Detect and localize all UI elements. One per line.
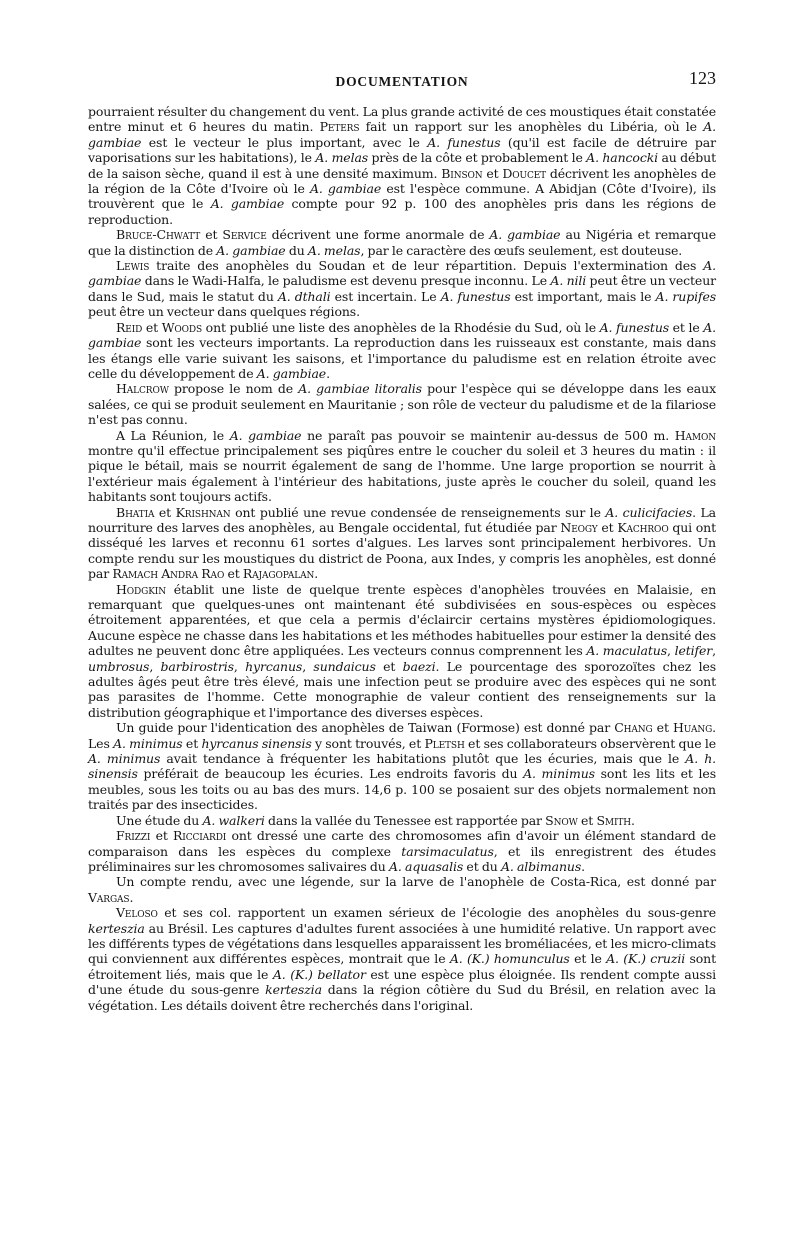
paragraph: Hodgkin établit une liste de quelque trente espèces d'anophèles trouvées en Malaisie, en remarquant que quelques-unes ont maintenant été subdivisées en sous-espèces ou espèces étroitement apparentées, et que cela a permis d'éclaircir certains mystères épidiomologiques. Aucune espèce ne chasse dans les habitations et les méthodes habituelles pour estimer la densité des adultes ne peuvent donc être appliquées. Les vecteurs connus comprennent les A. maculatus, letifer, umbrosus, barbirostris, hyrcanus, sundaicus et baezi. Le pourcentage des sporozoïtes chez les adultes âgés peut être très élevé, mais une infection peut se produire avec des espèces qui ne sont pas parasites de l'homme. Cette monographie de valeur contient des renseignements sur la distribution géographique et l'importance des diverses espèces.	[88, 581, 717, 720]
paragraph: Veloso et ses col. rapportent un examen sérieux de l'écologie des anophèles du sous-genre kerteszia au Brésil. Les captures d'adultes furent associées à une humidité relative. Un rapport avec les différents types de végétations dans lesquelles apparaissent les broméliacées, et les micro-climats qui conviennent aux différentes espèces, montrait que le A. (K.) homunculus et le A. (K.) cruzii sont étroitement liés, mais que le A. (K.) bellator est une espèce plus éloignée. Ils rendent compte aussi d'une étude du sous-genre kerteszia dans la région côtière du Sud du Brésil, en relation avec la végétation. Les détails doivent être recherchés dans l'original.	[88, 905, 717, 1013]
species-name: A. gambiae	[88, 258, 716, 289]
author-name: Kachroo	[617, 519, 669, 535]
paragraph: Un guide pour l'identication des anophèles de Taiwan (Formose) est donné par Chang et Huang. Les A. minimus et hyrcanus sinensis y sont trouvés, et Pletsh et ses collaborateurs observèrent que le A. minimus avait tendance à fréquenter les habitations plutôt que les écuries, mais que le A. h. sinensis préférait de beaucoup les écuries. Les endroits favoris du A. minimus sont les lits et les meubles, sous les toits ou au bas des murs. 14,6 p. 100 se posaient sur des objets normalement non traités par des insecticides.	[88, 720, 717, 813]
species-name: tarsimaculatus	[401, 843, 494, 859]
author-name: Ricciardi	[172, 828, 227, 844]
author-name: Reid	[116, 319, 143, 335]
species-name: A. hancocki	[586, 150, 659, 166]
author-name: Rajagopalan	[242, 566, 315, 582]
species-name: sundaicus	[313, 658, 376, 674]
species-name: hyrcanus	[245, 658, 303, 674]
paragraph: A La Réunion, le A. gambiae ne paraît pas pouvoir se maintenir au-dessus de 500 m. Hamon montre qu'il effectue principalement ses piqûres entre le coucher du soleil et 3 heures du matin : il pique le bétail, mais se nourrit également de sang de l'homme. Une large proportion se nourrit à l'extérieur mais également à l'intérieur des habitations, juste après le coucher du soleil, quand les habitants sont toujours actifs.	[88, 427, 716, 505]
author-name: Hamon	[674, 427, 716, 443]
author-name: Neogy	[560, 519, 598, 535]
article-body	[88, 104, 716, 1013]
species-name: A. (K.) bellator	[272, 966, 366, 982]
paragraph: Bruce-Chwatt et Service décrivent une forme anormale de A. gambiae au Nigéria et remarque que la distinction de A. gambiae du A. melas, par le caractère des œufs seulement, est douteuse.	[88, 227, 716, 258]
author-name: Doucet	[502, 165, 547, 181]
running-head	[88, 68, 716, 94]
paragraph: Un compte rendu, avec une légende, sur la larve de l'anophèle de Costa-Rica, est donné par Vargas.	[88, 874, 716, 905]
species-name: kerteszia	[265, 982, 322, 998]
species-name: A. maculatus	[586, 643, 668, 659]
author-name: Bruce-Chwatt	[116, 227, 201, 243]
species-name: A. funestus	[427, 134, 501, 150]
author-name: Bhatia	[116, 504, 155, 520]
paragraph: Reid et Woods ont publié une liste des anophèles de la Rhodésie du Sud, où le A. funestus et le A. gambiae sont les vecteurs importants. La reproduction dans les ruisseaux est constante, mais dans les étangs elle varie suivant les saisons, et l'importance du paludisme est en relation étroite avec celle du développement de A. gambiae.	[88, 319, 716, 381]
species-name: hyrcanus sinensis	[201, 735, 312, 751]
species-name: barbirostris	[160, 658, 234, 674]
species-name: A. (K.) homunculus	[449, 951, 570, 967]
author-name: Veloso	[116, 905, 158, 921]
author-name: Smith	[596, 812, 632, 828]
species-name: A. gambiae litoralis	[298, 381, 422, 397]
species-name: A. minimus	[523, 766, 595, 782]
species-name: A. funestus	[599, 319, 670, 335]
author-name: Hodgkin	[116, 581, 166, 597]
author-name: Pletsh	[424, 735, 465, 751]
species-name: A. minimus	[113, 735, 183, 751]
author-name: Vargas	[88, 889, 130, 905]
species-name: A. gambiae	[256, 365, 327, 381]
species-name: umbrosus	[88, 658, 150, 674]
species-name: A. culicifacies	[605, 504, 693, 520]
author-name: Frizzi	[116, 828, 151, 844]
paragraph: pourraient résulter du changement du vent. La plus grande activité de ces moustiques était constatée entre minut et 6 heures du matin. Peters fait un rapport sur les anophèles du Libéria, où le A. gambiae est le vecteur le plus important, avec le A. funestus (qu'il est facile de détruire par vaporisations sur les habitations), le A. melas près de la côte et probablement le A. hancocki au début de la saison sèche, quand il est à une densité maximum. Binson et Doucet décrivent les anophèles de la région de la Côte d'Ivoire où le A. gambiae est l'espèce commune. A Abidjan (Côte d'Ivoire), ils trouvèrent que le A. gambiae compte pour 92 p. 100 des anophèles pris dans les régions de reproduction.	[88, 104, 717, 227]
species-name: A. (K.) cruzii	[606, 951, 686, 967]
species-name: A. melas	[307, 242, 361, 258]
species-name: A. minimus	[88, 751, 161, 767]
species-name: A. gambiae	[88, 119, 716, 150]
species-name: A. gambiae	[489, 227, 561, 243]
author-name: Ramach Andra Rao	[112, 566, 225, 582]
species-name: A. gambiae	[309, 181, 382, 197]
paragraph: Halcrow propose le nom de A. gambiae litoralis pour l'espèce qui se développe dans les eaux salées, ce qui se produit seulement en Mauritanie ; son rôle de vecteur du paludisme et de la filariose n'est pas connu.	[88, 381, 716, 428]
author-name: Huang	[672, 720, 713, 736]
species-name: A. h. sinensis	[88, 751, 716, 782]
species-name: A. gambiae	[88, 319, 716, 351]
author-name: Lewis	[116, 258, 150, 274]
species-name: baezi	[402, 658, 436, 674]
species-name: A. gambiae	[210, 196, 285, 212]
species-name: A. melas	[315, 150, 369, 166]
author-name: Binson	[441, 165, 483, 181]
species-name: A. gambiae	[216, 242, 286, 258]
page-title: DOCUMENTATION	[335, 74, 469, 89]
paragraph: Lewis traite des anophèles du Soudan et de leur répartition. Depuis l'extermination des A. gambiae dans le Wadi-Halfa, le paludisme est devenu presque inconnu. Le A. nili peut être un vecteur dans le Sud, mais le statut du A. dthali est incertain. Le A. funestus est important, mais le A. rupifes peut être un vecteur dans quelques régions.	[88, 258, 717, 320]
author-name: Service	[222, 227, 267, 243]
species-name: A. walkeri	[202, 812, 265, 828]
author-name: Chang	[614, 720, 653, 736]
author-name: Halcrow	[116, 381, 169, 397]
paragraph: Bhatia et Krishnan ont publié une revue condensée de renseignements sur le A. culicifacies. La nourriture des larves des anophèles, au Bengale occidental, fut étudiée par Neogy et Kachroo qui ont disséqué les larves et reconnu 61 sortes d'algues. Les larves sont principalement herbivores. Un compte rendu sur les moustiques du district de Poona, aux Indes, y compris les anophèles, est donné par Ramach Andra Rao et Rajagopalan.	[88, 504, 717, 582]
species-name: A. albimanus	[500, 858, 582, 874]
species-name: A. nili	[550, 273, 587, 289]
author-name: Woods	[161, 319, 203, 335]
author-name: Peters	[319, 119, 360, 135]
species-name: A. dthali	[277, 288, 331, 304]
species-name: kerteszia	[88, 920, 145, 936]
species-name: letifer	[674, 643, 713, 659]
species-name: A. rupifes	[655, 288, 717, 304]
page-number: 123	[689, 68, 716, 88]
paragraph: Frizzi et Ricciardi ont dressé une carte des chromosomes afin d'avoir un élément standard de comparaison dans les espèces du complexe tarsimaculatus, et ils enregistrent des études préliminaires sur les chromosomes salivaires du A. aquasalis et du A. albimanus.	[88, 828, 716, 874]
species-name: A. aquasalis	[389, 858, 464, 874]
species-name: A. funestus	[440, 288, 511, 304]
species-name: A. gambiae	[229, 427, 302, 443]
author-name: Krishnan	[175, 504, 231, 520]
paragraph: Une étude du A. walkeri dans la vallée du Tenessee est rapportée par Snow et Smith.	[116, 812, 635, 828]
author-name: Snow	[545, 812, 578, 828]
